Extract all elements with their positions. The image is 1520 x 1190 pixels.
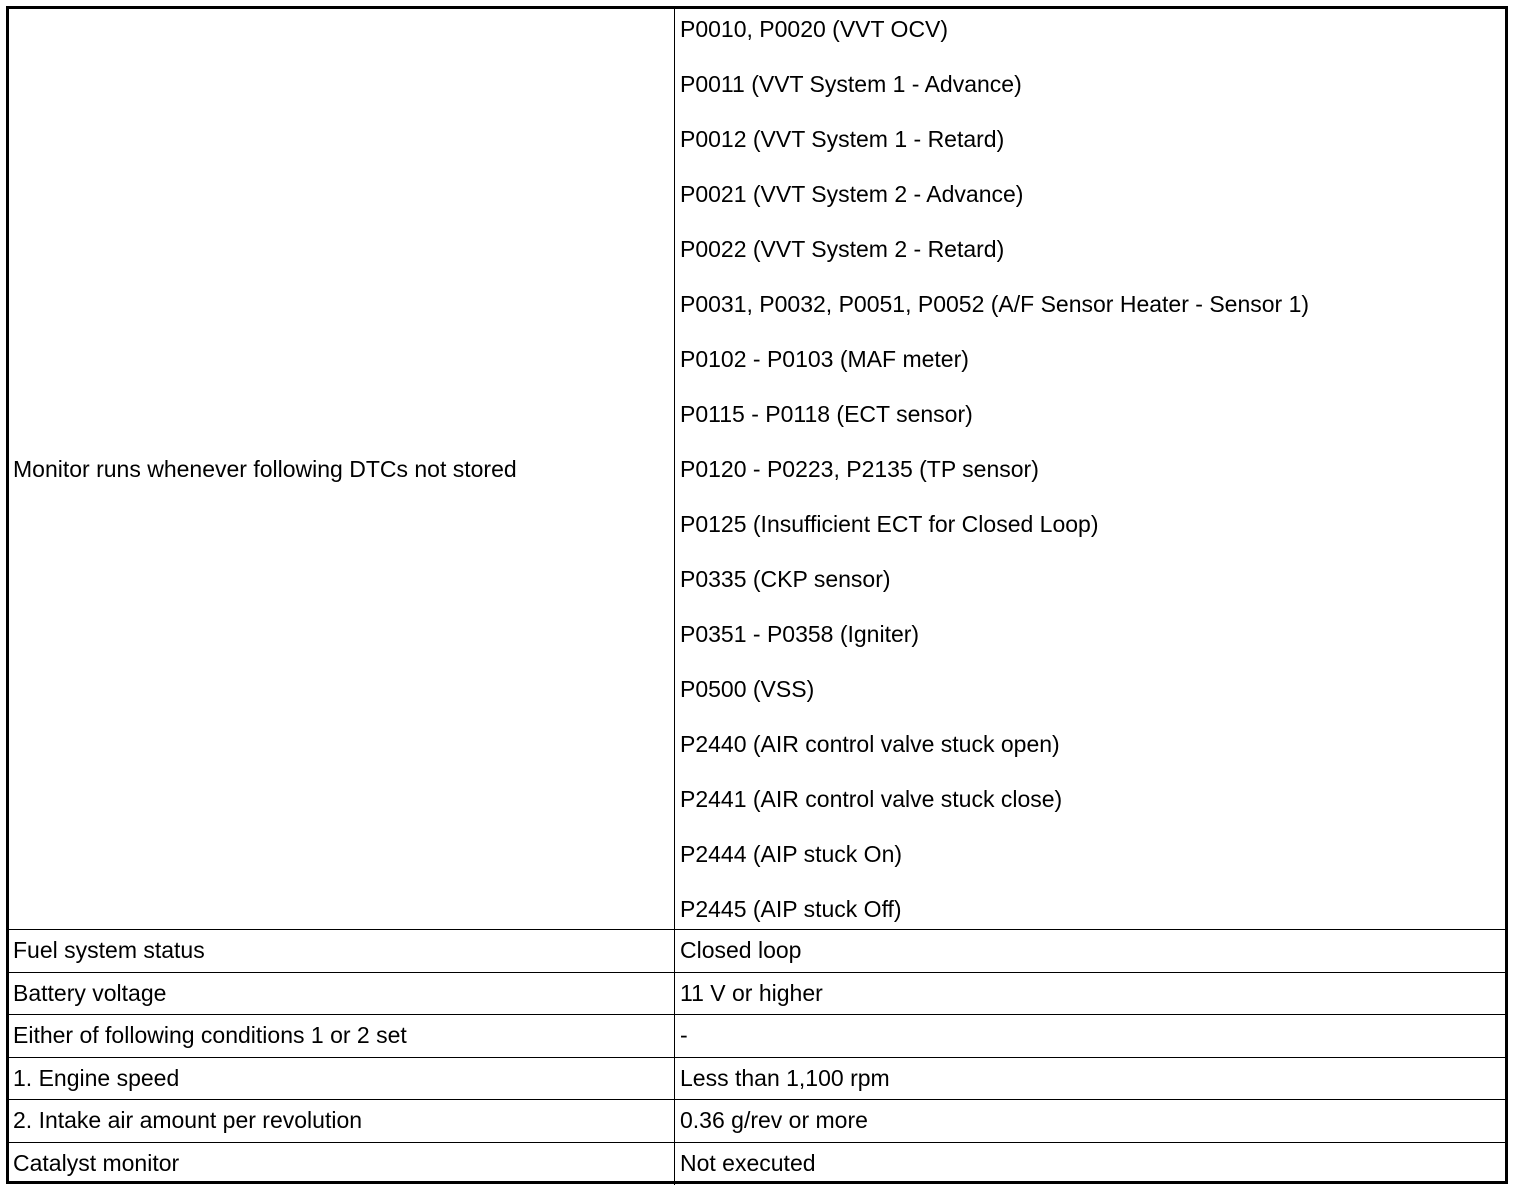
dtc-item: P0102 - P0103 (MAF meter) bbox=[680, 346, 969, 372]
row-label: 2. Intake air amount per revolution bbox=[9, 1100, 675, 1142]
dtc-item: P0500 (VSS) bbox=[680, 676, 815, 702]
row-label: Fuel system status bbox=[9, 930, 675, 972]
row-value: Closed loop bbox=[680, 937, 802, 964]
dtc-list-cell bbox=[675, 9, 1505, 929]
row-label-dtc-conditions: Monitor runs whenever following DTCs not stored bbox=[9, 9, 675, 929]
table-row-either-condition bbox=[9, 1015, 1505, 1058]
row-value: Not executed bbox=[680, 1150, 816, 1177]
row-value: Less than 1,100 rpm bbox=[680, 1064, 890, 1091]
table-row-intake-air-amount bbox=[9, 1100, 1505, 1143]
dtc-item: P0011 (VVT System 1 - Advance) bbox=[680, 71, 1022, 97]
dtc-item: P0120 - P0223, P2135 (TP sensor) bbox=[680, 456, 1039, 482]
dtc-item: P0125 (Insufficient ECT for Closed Loop) bbox=[680, 511, 1099, 537]
dtc-item: P0021 (VVT System 2 - Advance) bbox=[680, 181, 1024, 207]
row-label: Catalyst monitor bbox=[9, 1143, 675, 1186]
dtc-item: P0031, P0032, P0051, P0052 (A/F Sensor Heater - Sensor 1) bbox=[680, 291, 1310, 317]
dtc-item: P0010, P0020 (VVT OCV) bbox=[680, 16, 949, 42]
table-row-battery-voltage bbox=[9, 973, 1505, 1016]
dtc-item: P0115 - P0118 (ECT sensor) bbox=[680, 401, 973, 427]
dtc-item: P0022 (VVT System 2 - Retard) bbox=[680, 236, 1005, 262]
row-value: 0.36 g/rev or more bbox=[680, 1107, 868, 1134]
row-value: 11 V or higher bbox=[680, 979, 823, 1006]
dtc-item: P0351 - P0358 (Igniter) bbox=[680, 621, 920, 647]
monitor-conditions-table bbox=[6, 6, 1508, 1184]
row-value: - bbox=[680, 1022, 688, 1049]
table-row-engine-speed bbox=[9, 1058, 1505, 1101]
dtc-list bbox=[680, 9, 1505, 944]
dtc-item: P2440 (AIR control valve stuck open) bbox=[680, 731, 1060, 757]
row-label: Battery voltage bbox=[9, 973, 675, 1015]
table-row-catalyst-monitor bbox=[9, 1143, 1505, 1186]
row-label: Either of following conditions 1 or 2 set bbox=[9, 1015, 675, 1057]
dtc-item: P2441 (AIR control valve stuck close) bbox=[680, 786, 1063, 812]
dtc-item: P0012 (VVT System 1 - Retard) bbox=[680, 126, 1005, 152]
table-row-dtc-conditions bbox=[9, 9, 1505, 930]
dtc-item: P0335 (CKP sensor) bbox=[680, 566, 891, 592]
table-row-fuel-system-status bbox=[9, 930, 1505, 973]
row-label: 1. Engine speed bbox=[9, 1058, 675, 1100]
dtc-item: P2445 (AIP stuck Off) bbox=[680, 896, 902, 922]
dtc-item: P2444 (AIP stuck On) bbox=[680, 841, 903, 867]
